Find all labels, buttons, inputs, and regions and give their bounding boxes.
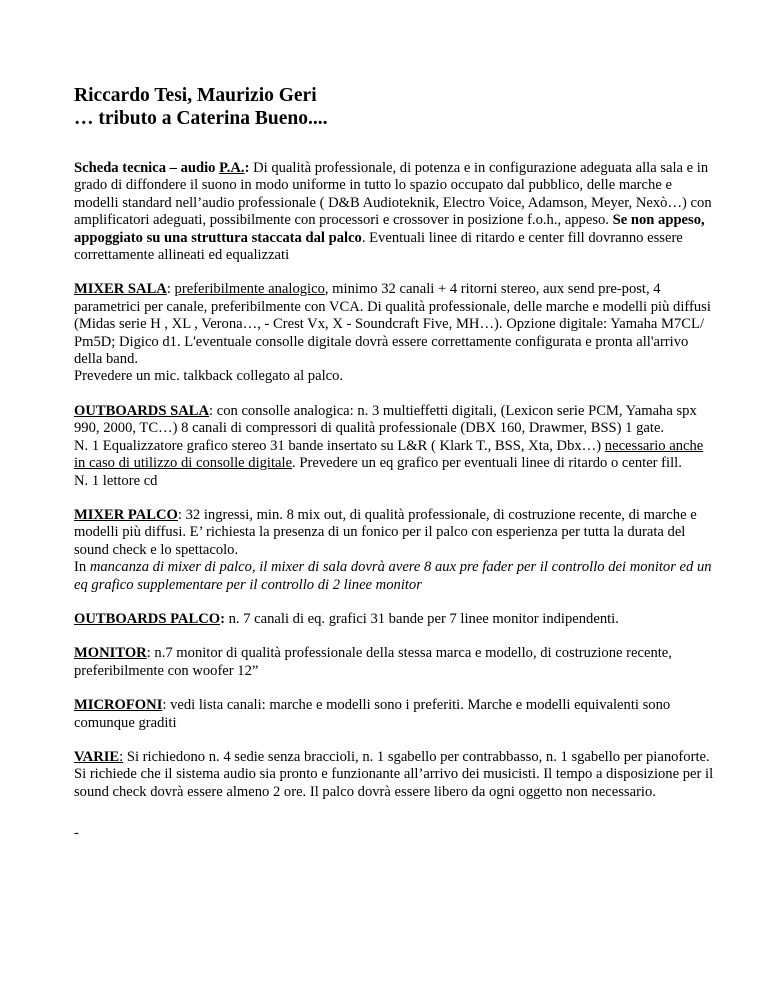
outboards-sala-underlined: necessario anche in caso di utilizzo di consolle digitale <box>74 437 704 472</box>
pa-text-2: . Eventuali linee di ritardo e center fill dovranno essere correttamente allineati ed equalizzati <box>74 229 683 264</box>
trailing-dash: - <box>74 825 79 842</box>
pa-colon: : <box>244 160 250 176</box>
title-artists: Riccardo Tesi, Maurizio Geri <box>74 85 317 106</box>
outboards-sala-label: OUTBOARDS SALA <box>74 402 210 419</box>
microfoni-text: : vedi lista canali: marche e modelli sono i preferiti. Marche e modelli equivalenti sono comunque graditi <box>74 697 671 731</box>
outboards-sala-text-3: . Prevedere un eq grafico per eventuali linee di ritardo o center fill. <box>292 455 682 472</box>
varie-label: VARIE <box>74 748 120 765</box>
section-outboards-palco <box>74 611 714 628</box>
pa-abbr: P.A. <box>219 160 245 176</box>
varie-text: Si richiedono n. 4 sedie senza braccioli, n. 1 sgabello per contrabbasso, n. 1 sgabello per pianoforte. Si richiede che il sistema audio sia pronto e funzionante all’arrivo dei musicisti. Il tempo a disposizione per il sound check dovrà essere almeno 2 ore. Il palco dovrà essere libero da ogni oggetto non necessario. <box>74 748 714 800</box>
mixer-sala-underlined: preferibilmente analogico <box>174 281 325 298</box>
outboards-sala-text-1: : con consolle analogica: n. 3 multieffetti digitali, (Lexicon serie PCM, Yamaha spx 990, 2000, TC…) 8 canali di compressori di qualità professionale (DBX 160, Drawmer, BSS) 1 gate. <box>74 402 697 437</box>
document-page <box>74 84 714 843</box>
section-mixer-sala <box>74 281 714 385</box>
section-pa <box>74 160 714 264</box>
microfoni-label: MICROFONI <box>74 697 163 714</box>
monitor-label: MONITOR <box>74 645 147 662</box>
mixer-palco-text-2-plain: In <box>74 559 90 576</box>
outboards-palco-colon: : <box>220 610 225 627</box>
mixer-sala-label: MIXER SALA <box>74 281 167 298</box>
section-monitor <box>74 645 714 680</box>
title-block <box>74 84 714 130</box>
title-tribute: … tributo a Caterina Bueno.... <box>74 108 328 129</box>
outboards-palco-label: OUTBOARDS PALCO <box>74 610 221 627</box>
outboards-sala-text-4: N. 1 lettore cd <box>74 472 158 489</box>
monitor-text: : n.7 monitor di qualità professionale della stessa marca e modello, di costruzione recente, preferibilmente con woofer 12” <box>74 645 672 679</box>
pa-bold-text: Se non appeso, appoggiato su una struttura staccata dal palco <box>74 212 705 246</box>
mixer-palco-text-1: : 32 ingressi, min. 8 mix out, di qualità professionale, di costruzione recente, di marche e modelli più diffusi. E’ richiesta la presenza di un fonico per il palco con esperienza per tutta la durata del sound check e lo spettacolo. <box>74 506 697 558</box>
mixer-palco-text-2-italic: mancanza di mixer di palco, il mixer di sala dovrà avere 8 aux pre fader per il controllo dei monitor ed un eq grafico supplementare per il controllo di 2 linee monitor <box>74 559 712 593</box>
varie-colon: : <box>119 748 124 765</box>
section-outboards-sala <box>74 403 714 490</box>
section-varie <box>74 749 714 801</box>
mixer-sala-text-2: Prevedere un mic. talkback collegato al palco. <box>74 368 344 385</box>
mixer-sala-text-1: , minimo 32 canali + 4 ritorni stereo, aux send pre-post, 4 parametrici per canale, preferibilmente con VCA. Di qualità professionale, delle marche e modelli più diffusi (Midas serie H , XL , Verona…, - Crest Vx, X - Soundcraft Five, MH…). Opzione digitale: Yamaha M7CL/ Pm5D; Digico d1. L'eventuale consolle digitale dovrà essere correttamente configurata e pronta all'arrivo della band. <box>74 281 711 368</box>
outboards-palco-text: n. 7 canali di eq. grafici 31 bande per 7 linee monitor indipendenti. <box>224 610 619 627</box>
outboards-sala-text-2: N. 1 Equalizzatore grafico stereo 31 bande insertato su L&R ( Klark T., BSS, Xta, Dbx…) <box>74 437 605 454</box>
pa-text-1: Di qualità professionale, di potenza e in configurazione adeguata alla sala e in grado di diffondere il suono in modo uniforme in tutto lo spazio occupato dal pubblico, delle marche e modelli standard nell’audio professionale ( D&B Audioteknik, Electro Voice, Adamson, Meyer, Nexò…) con amplificatori adeguati, possibilmente con processori e crossover in posizione f.o.h., appeso. <box>74 160 712 229</box>
pa-label: Scheda tecnica – audio <box>74 160 216 176</box>
section-microfoni <box>74 697 714 732</box>
mixer-palco-label: MIXER PALCO <box>74 506 178 523</box>
mixer-sala-sep: : <box>166 281 175 298</box>
section-mixer-palco <box>74 507 714 594</box>
